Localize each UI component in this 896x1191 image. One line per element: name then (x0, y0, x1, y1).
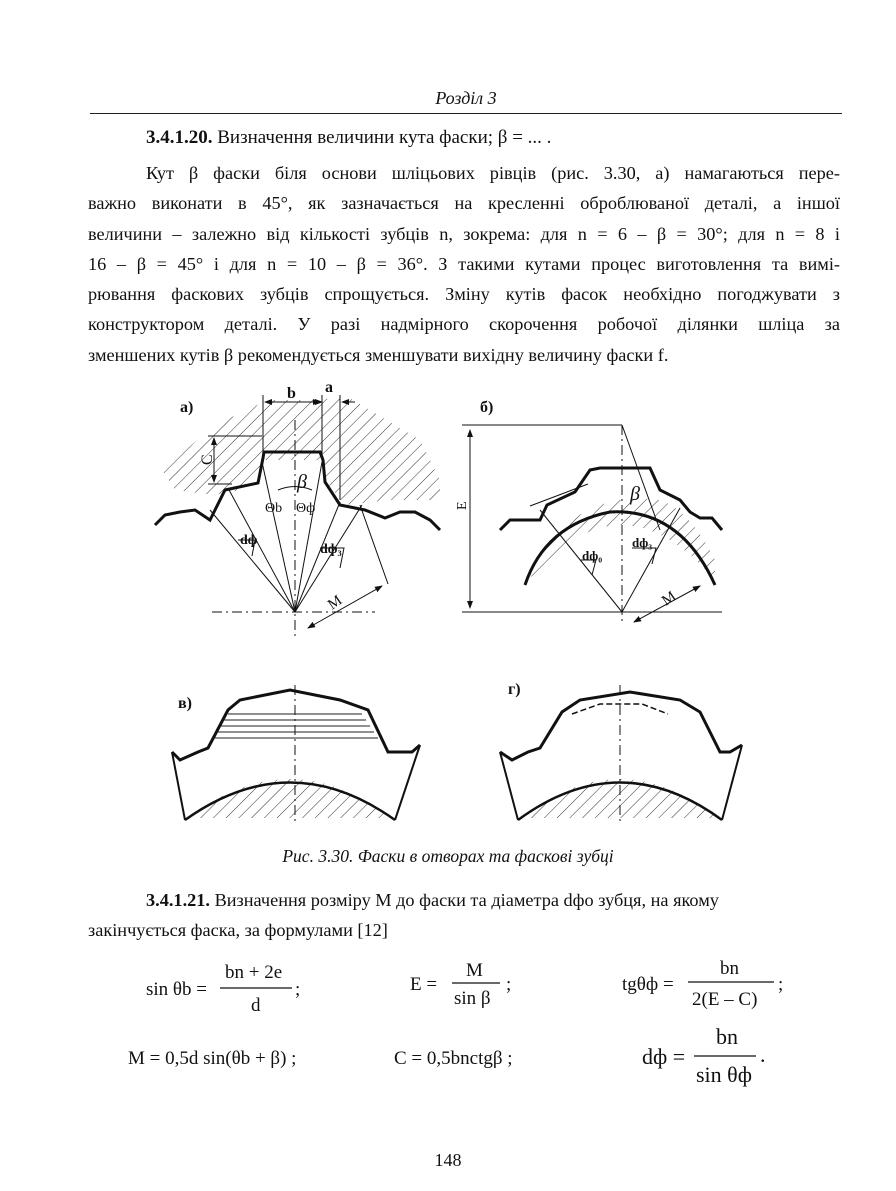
dim-b-label: b (287, 385, 296, 402)
formula-5: C = 0,5bnctgβ ; (394, 1048, 513, 1069)
formula-1-den: d (251, 995, 261, 1016)
formula-2-num: M (466, 960, 483, 981)
formula-2-left: E = (410, 974, 438, 995)
paragraph2-number: 3.4.1.21. (146, 890, 210, 910)
df-label: dф (240, 533, 258, 548)
paragraph-line: важно виконати в 45°, як зазначається на кресленні оброблюваної деталі, а іншої (88, 193, 840, 214)
beta-label-a: β (297, 471, 307, 493)
dim-c-label: C (199, 454, 216, 465)
formula-1-left: sin θb = (146, 979, 207, 1000)
paragraph-line: величини – залежно від кількості зубців n, зокрема: для n = 6 – β = 30°; для n = 8 і (88, 223, 840, 244)
paragraph-line: зменшених кутів β рекомендується зменшувати вихідну величину фаски f. (88, 344, 669, 365)
panel-b-label: б) (480, 399, 494, 416)
beta-label-b: β (630, 483, 640, 505)
formula-2-end: ; (506, 974, 512, 995)
panel-a-label: а) (180, 399, 194, 416)
paragraph2-line1: Визначення розміру M до фаски та діаметра dфо зубця, на якому (214, 890, 719, 910)
heading-number: 3.4.1.20. (146, 127, 213, 148)
dim-a-label: a (325, 379, 333, 396)
paragraph-line: 16 – β = 45° і для n = 10 – β = 36°. З такими кутами процес виготовлення та вимі- (88, 253, 840, 274)
paragraph-line: рювання фаскових зубців спрощується. Зміну кутів фасок необхідно погоджувати з (88, 284, 840, 305)
formula-1-num: bn + 2e (225, 962, 283, 983)
running-header: Розділ 3 (435, 88, 497, 108)
formula-4: M = 0,5d sin(θb + β) ; (128, 1048, 297, 1069)
paragraph-line: Кут β фаски біля основи шліцьових рівців (рис. 3.30, а) намагаються пере- (146, 163, 840, 183)
page-number: 148 (434, 1150, 462, 1170)
panel-g-label: г) (508, 681, 521, 698)
formula-3-left: tgθф = (622, 974, 674, 995)
m-label-b: M (659, 588, 680, 610)
paragraph2-line2: закінчується фаска, за формулами [12] (88, 920, 388, 940)
panel-v-label: в) (178, 695, 192, 712)
formula-2-den: sin β (454, 988, 491, 1009)
heading-text: Визначення величини кута фаски; β = ... . (217, 127, 552, 148)
figure-caption: Рис. 3.30. Фаски в отворах та фаскові зубці (282, 846, 614, 866)
formula-3-den: 2(E – C) (692, 989, 758, 1010)
formula-6-num: bn (716, 1024, 738, 1049)
df3-label-b: dф₃ (632, 535, 653, 550)
df3-label-a: dф₃ (320, 542, 342, 557)
dim-e-label: E (455, 501, 470, 510)
formula-6-end: . (760, 1042, 766, 1067)
formula-6-left: dф = (642, 1044, 686, 1069)
m-label-a: M (325, 592, 346, 614)
formula-3-num: bn (720, 958, 739, 979)
theta-b-label: Θb (265, 501, 283, 516)
paragraph-line: конструктором деталі. У разі надмірного скорочення робочої ділянки шліца за (88, 314, 840, 335)
formula-1-end: ; (295, 979, 301, 1000)
formula-6-den: sin θф (696, 1062, 752, 1087)
df0-label: dф₀ (582, 548, 603, 563)
theta-f-label: Θф (296, 501, 316, 516)
formula-3-end: ; (778, 974, 784, 995)
